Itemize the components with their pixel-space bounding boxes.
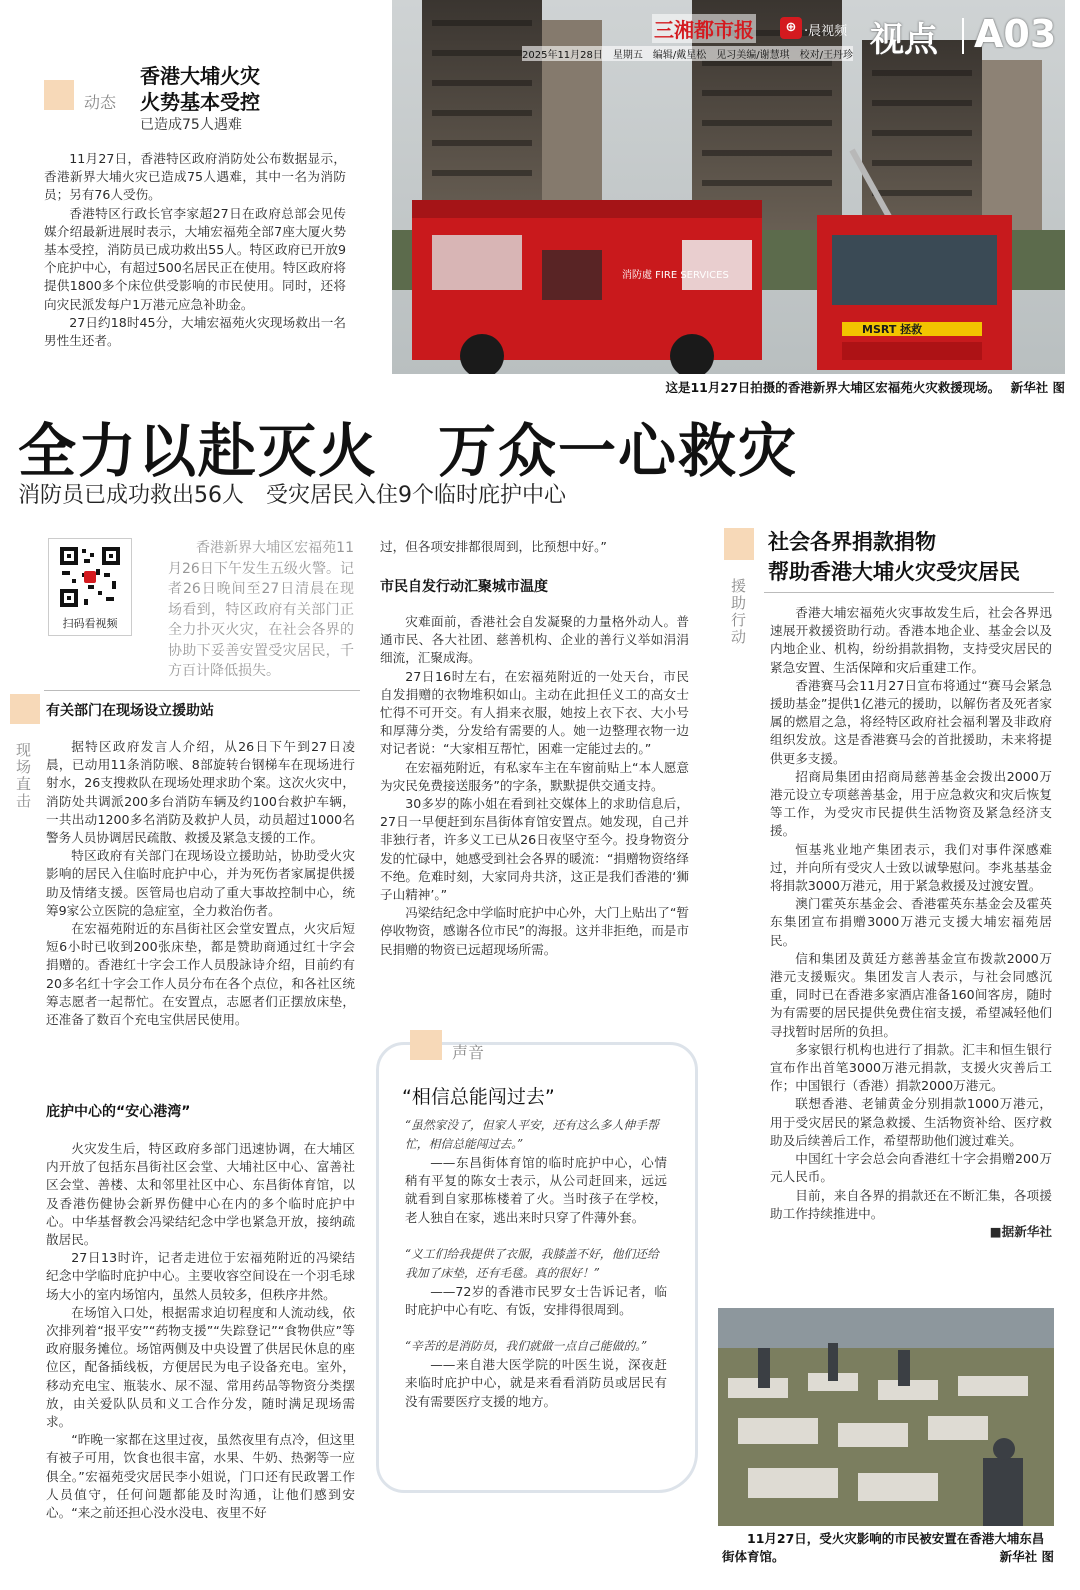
mid-section: 市民自发行动汇聚城市温度 bbox=[380, 579, 548, 595]
dynamic-marker-icon bbox=[44, 80, 74, 110]
mid-paragraph: 27日16时左右，在宏福苑附近的一处天台，市民自发捐赠的衣物堆积如山。主动在此担任义工的高女士忙得不可开交。有人捐来衣服，她按上衣下衣、大小号和厚薄分类，分发给有需要的人。她一边整理衣物一边对记者说：“大家相互帮忙，困难一定能过去的。” bbox=[380, 668, 689, 757]
bottom-caption-credit: 新华社 图 bbox=[999, 1549, 1054, 1564]
dynamic-body bbox=[44, 150, 346, 350]
left-paragraph: 据特区政府发言人介绍，从26日下午到27日凌晨，已动用11条消防喉、8部旋转台钢梯车在现场进行射水，26支搜救队在现场处理求助个案。这次火灾中，消防处共调派200多台消防车辆及约100台救护车辆，一共出动1200多名消防及救护人员，动员超过1000名警务人员协调居民疏散、救援及紧急支援的工作。 bbox=[46, 739, 355, 846]
dynamic-title-2: 火势基本受控 bbox=[140, 90, 260, 114]
voice-attr-2: ——72岁的香港市民罗女士告诉记者，临时庇护中心有吃、有饭，安排得很周到。 bbox=[405, 1283, 667, 1318]
qr-label: 扫码看视频 bbox=[62, 617, 118, 630]
left-paragraph: 在场馆入口处，根据需求迫切程度和人流动线，依次排列着“报平安”“药物支援”“失踪登记”“食物供应”等政府服务摊位。场馆两侧及中央设置了供居民休息的座位区，配备插线板，方便居民为电子设备充电。室外，移动充电宝、瓶装水、尿不湿、常用药品等物资分类摆放，由关爱队队员和义工合作分发，随时满足现场需求。 bbox=[46, 1304, 355, 1430]
right-paragraph: 中国红十字会总会向香港红十字会捐赠200万元人民币。 bbox=[770, 1151, 1052, 1185]
voice-quote-2: “义工们给我提供了衣服，我膝盖不好，他们还给我加了床垫，还有毛毯。真的很好！” bbox=[405, 1246, 659, 1280]
truck-text-1: 消防處 FIRE SERVICES bbox=[622, 270, 729, 281]
qr-code-icon[interactable] bbox=[58, 545, 122, 609]
dynamic-paragraph: 香港特区行政长官李家超27日在政府总部会见传媒介绍最新进展时表示，大埔宏福苑全部7座大厦火势基本受控，消防员已成功救出55人。特区政府已开放9个庇护中心，有超过500名居民正在使用。特区政府将提供1800多个床位供受影响的市民使用。同时，还将向灾民派发每户1万港元应急补助金。 bbox=[44, 205, 346, 312]
dateline: 2025年11月28日 星期五 编辑/戴星松 见习美编/谢慧琪 校对/王丹珍 bbox=[522, 46, 853, 61]
mid-paragraph: 灾难面前，香港社会自发凝聚的力量格外动人。普通市民、各大社团、慈善机构、企业的善行义举如涓涓细流，汇聚成海。 bbox=[380, 614, 689, 666]
right-paragraph: 信和集团及黄廷方慈善基金宣布拨款2000万港元支援赈灾。集团发言人表示，与社会同感沉重，同时已在香港多家酒店准备160间客房，随时为有需要的居民提供免费住宿支援，希望减轻他们寻找暂时居所的负担。 bbox=[770, 950, 1052, 1039]
right-title-1: 社会各界捐款捐物 bbox=[768, 530, 936, 554]
paper-name: 三湘都市报 bbox=[652, 14, 756, 43]
left-section-marker-icon bbox=[10, 694, 40, 724]
bottom-caption-text: 11月27日，受火灾影响的市民被安置在香港大埔东昌街体育馆。 bbox=[722, 1531, 1045, 1564]
left-body-2 bbox=[46, 1140, 355, 1522]
dynamic-subtitle: 已造成75人遇难 bbox=[140, 117, 242, 133]
app-suffix: ·晨视频 bbox=[804, 24, 848, 39]
masthead bbox=[522, 10, 1062, 61]
right-paragraph: 联想香港、老铺黄金分别捐款1000万港元，用于受灾居民的紧急救援、生活物资补给、医疗救助及后续善后工作，希望帮助他们渡过难关。 bbox=[770, 1096, 1052, 1148]
voice-quote-3: “辛苦的是消防员，我们就做一点自己能做的。” bbox=[405, 1339, 648, 1354]
voice-marker-icon bbox=[410, 1030, 442, 1060]
section-divider bbox=[962, 18, 964, 54]
right-source: ■据新华社 bbox=[989, 1223, 1052, 1239]
page-number: A03 bbox=[974, 12, 1057, 56]
left-side-label: 现场直击 bbox=[14, 742, 32, 810]
mid-paragraph: 30多岁的陈小姐在看到社交媒体上的求助信息后，27日一早便赶到东昌街体育馆安置点。她发现，自己并非独行者，许多义工已从26日夜坚守至今。投身物资分发的忙碌中，她感受到社会各界的暖流：“捐赠物资络绎不绝。危难时刻，大家同舟共济，这正是我们香港的‘狮子山精神’。” bbox=[380, 796, 689, 903]
left-paragraph: “昨晚一家都在这里过夜，虽然夜里有点冷，但这里有被子可用，饮食也很丰富，水果、牛奶、热粥等一应俱全。”宏福苑受灾居民李小姐说，门口还有民政署工作人员值守，任何问题都能及时沟通，让他们感到安心。“来之前还担心没水没电、夜里不好 bbox=[46, 1432, 355, 1521]
mid-body bbox=[380, 613, 689, 959]
qr-box bbox=[48, 538, 132, 636]
right-title-2: 帮助香港大埔火灾受灾居民 bbox=[768, 560, 1020, 584]
right-paragraph: 目前，来自各界的捐款还在不断汇集，各项援助工作持续推进中。 bbox=[770, 1187, 1052, 1221]
right-body bbox=[770, 604, 1052, 1241]
left-paragraph: 特区政府有关部门在现场设立援助站，协助受火灾影响的居民入住临时庇护中心，并为死伤者家属提供援助及情绪支援。医管局也启动了重大事故控制中心，统筹9家公立医院的急症室，全力救治伤者。 bbox=[46, 848, 355, 918]
right-paragraph: 招商局集团由招商局慈善基金会拨出2000万港元设立专项慈善基金，用于应急救灾和灾后恢复等工作，为受灾市民提供生活物资及紧急经济支援。 bbox=[770, 768, 1052, 839]
right-paragraph: 澳门霍英东基金会、香港霍英东基金会及霍英东集团宣布捐赠3000万港元支援大埔宏福苑居民。 bbox=[770, 896, 1052, 948]
voice-quote-1: “虽然家没了，但家人平安，还有这么多人伸手帮忙，相信总能闯过去。” bbox=[405, 1118, 659, 1151]
dynamic-title-1: 香港大埔火灾 bbox=[140, 64, 260, 88]
voice-attr-1: ——东昌街体育馆的临时庇护中心，心情稍有平复的陈女士表示，从公司赶回来，远远就看到自家那栋楼着了火。当时孩子在学校，老人独自在家，逃出来时只穿了件薄外套。 bbox=[405, 1155, 667, 1225]
shelter-image bbox=[718, 1308, 1054, 1526]
right-side-label: 援助行动 bbox=[729, 578, 747, 646]
app-logo-icon: ⊕ bbox=[780, 17, 802, 39]
dynamic-label: 动态 bbox=[84, 93, 117, 112]
right-rule bbox=[764, 592, 1054, 593]
voice-attr-3: ——来自港大医学院的叶医生说，深夜赶来临时庇护中心，就是来看看消防员或居民有没有需要医疗支援的地方。 bbox=[405, 1357, 667, 1409]
mid-paragraph: 在宏福苑附近，有私家车主在车窗前贴上“本人愿意为灾民免费接送服务”的字条，默默提供交通支持。 bbox=[380, 759, 689, 793]
left-paragraph: 火灾发生后，特区政府多部门迅速协调，在大埔区内开放了包括东昌街社区会堂、大埔社区中心、富善社区会堂、善楼、太和邻里社区中心、东昌街体育馆，以及香港伤健协会新界伤健中心在内的多个临时庇护中心。中华基督教会冯梁结纪念中学也紧急开放，接纳疏散居民。 bbox=[46, 1141, 355, 1248]
left-section-2: 庇护中心的“安心港湾” bbox=[46, 1104, 191, 1120]
voice-quotes bbox=[405, 1116, 667, 1411]
lead-paragraph: 香港新界大埔区宏福苑11月26日下午发生五级火警。记者26日晚间至27日清晨在现场看到，特区政府有关部门正全力扑灭火灾，在社会各界的协助下妥善安置受灾居民，千方百计降低损失。 bbox=[168, 540, 354, 679]
section-name: 视点 bbox=[870, 20, 938, 60]
right-section-marker-icon bbox=[724, 528, 754, 560]
sub-headline: 消防员已成功救出56人 受灾居民入住9个临时庇护中心 bbox=[18, 483, 566, 508]
main-headline: 全力以赴灭火 万众一心救灾 bbox=[18, 417, 799, 485]
left-body-1 bbox=[46, 738, 355, 1029]
top-photo-caption bbox=[560, 378, 1065, 396]
dynamic-paragraph: 27日约18时45分，大埔宏福苑火灾现场救出一名男性生还者。 bbox=[44, 314, 346, 349]
dynamic-paragraph: 11月27日，香港特区政府消防处公布数据显示，香港新界大埔火灾已造成75人遇难，其中一名为消防员；另有76人受伤。 bbox=[44, 151, 346, 203]
voice-label: 声音 bbox=[452, 1043, 485, 1062]
voice-title: “相信总能闯过去” bbox=[402, 1086, 555, 1108]
left-rule bbox=[44, 690, 360, 691]
left-paragraph: 在宏福苑附近的东昌街社区会堂安置点，火灾后短短6小时已收到200张床垫，都是赞助商通过红十字会捐赠的。香港红十字会工作人员殷詠诗介绍，目前约有20多名红十字会工作人员分布在各个点位，和各社区统筹志愿者一起帮忙。在安置点，志愿者们正摆放床垫，还准备了数百个充电宝供居民使用。 bbox=[46, 921, 355, 1028]
left-paragraph: 27日13时许，记者走进位于宏福苑附近的冯梁结纪念中学临时庇护中心。主要收容空间设在一个羽毛球场大小的室内场馆内，虽然人员较多，但秩序井然。 bbox=[46, 1250, 355, 1302]
left-section-1: 有关部门在现场设立援助站 bbox=[46, 703, 214, 719]
top-caption-text: 这是11月27日拍摄的香港新界大埔区宏福苑火灾救援现场。 bbox=[665, 380, 1001, 395]
bottom-photo bbox=[718, 1308, 1054, 1526]
right-paragraph: 多家银行机构也进行了捐款。汇丰和恒生银行宣布作出首笔3000万港元捐款，支援火灾善后工作；中国银行（香港）捐款2000万港元。 bbox=[770, 1041, 1052, 1094]
truck-text-2: MSRT 拯救 bbox=[862, 323, 923, 336]
right-paragraph: 香港赛马会11月27日宣布将通过“赛马会紧急援助基金”提供1亿港元的援助，以解伤者及死者家属的燃眉之急，将经特区政府社会福利署及非政府组织发放。这是香港赛马会的首批援助，未来将提供更多支援。 bbox=[770, 677, 1052, 766]
right-paragraph: 香港大埔宏福苑火灾事故发生后，社会各界迅速展开救援资助行动。香港本地企业、基金会以及内地企业、机构，纷纷捐款捐物，支持受灾居民的紧急安置、生活保障和灾后重建工作。 bbox=[770, 605, 1052, 675]
right-paragraph: 恒基兆业地产集团表示，我们对事件深感难过，并向所有受灾人士致以诚挚慰问。李兆基基金将捐款3000万港元，用于紧急救援及过渡安置。 bbox=[770, 841, 1052, 894]
mid-continue: 过，但各项安排都很周到，比预想中好。” bbox=[380, 539, 607, 554]
top-caption-credit: 新华社 图 bbox=[1010, 380, 1065, 395]
bottom-photo-caption bbox=[722, 1530, 1054, 1566]
mid-paragraph: 冯梁结纪念中学临时庇护中心外，大门上贴出了“暂停收物资，感谢各位市民”的海报。这并非拒绝，而是市民捐赠的物资已远超现场所需。 bbox=[380, 905, 689, 957]
